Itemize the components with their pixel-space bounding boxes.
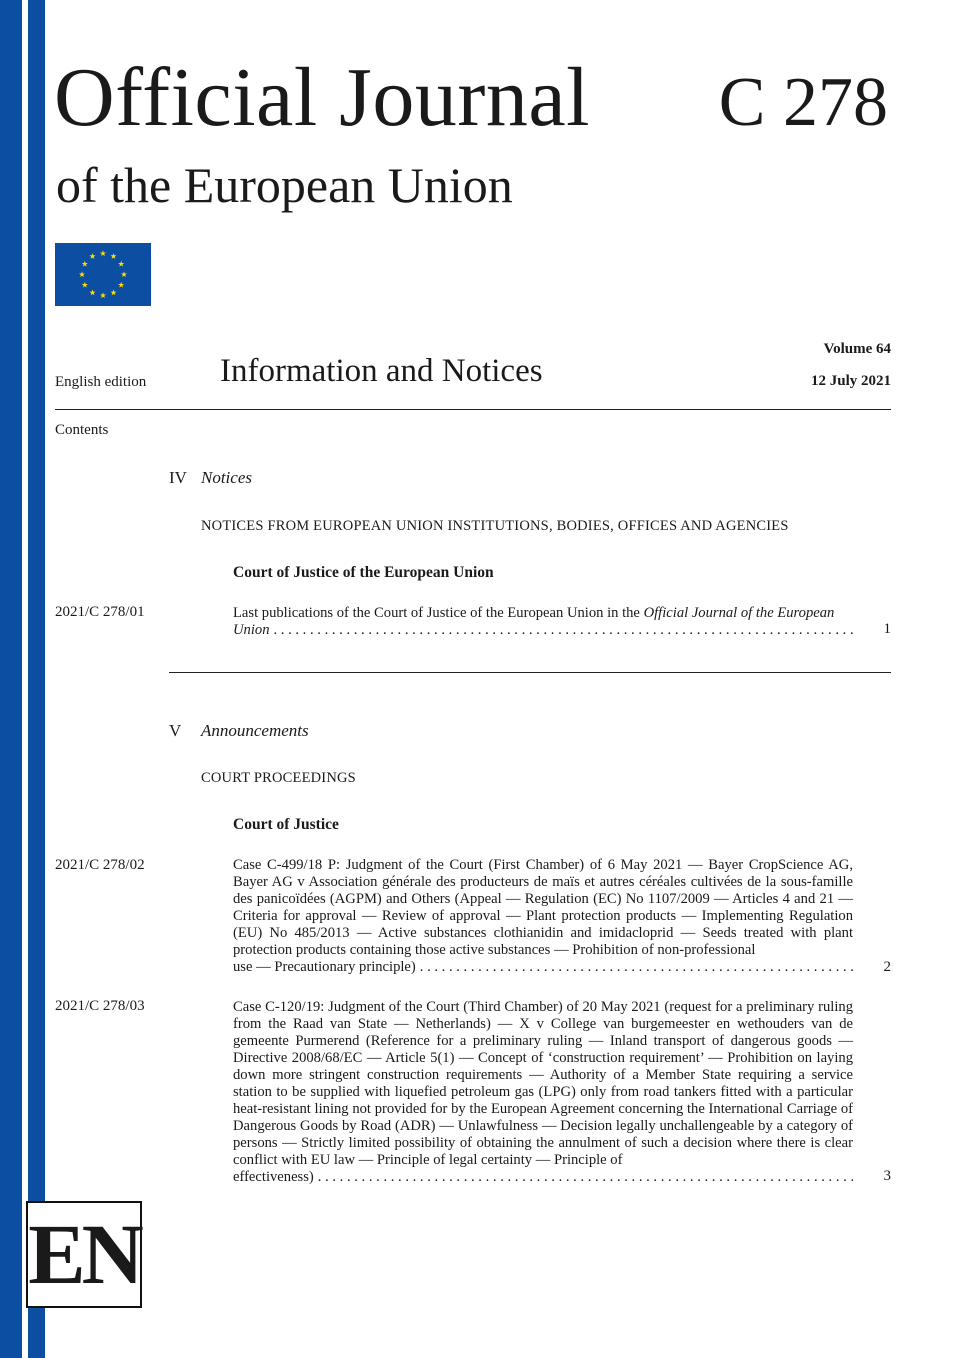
flag-star [79, 271, 85, 277]
entry-page[interactable]: 3 [883, 1168, 891, 1184]
entry-page[interactable]: 1 [883, 621, 891, 637]
left-blue-bar [0, 0, 22, 1358]
flag-star [118, 261, 124, 267]
flag-star [89, 289, 95, 295]
flag-star [100, 250, 106, 256]
entry-text: Case C-499/18 P: Judgment of the Court (First Chamber) of 6 May 2021 — Bayer CropScience AG, Bayer AG v Association générale des producteurs de maïs et autres céréales cultivées de la sous-famille des panicoïdées (AGPM) and Others (Appeal — Regulation (EC) No 1107/2009 — Articles 4 and 21 — Criteria for approval — Review of approval — Plant protection products — Implementing Regulation (EU) No 485/2013 — Active substances clothianidin and imidacloprid — Seeds treated with plant protection products containing those active substances — Prohibition of non-professional [233, 857, 853, 958]
leader-dots [318, 1169, 853, 1186]
eu-flag-icon [55, 243, 151, 306]
entry-ref: 2021/C 278/03 [55, 998, 145, 1014]
issue-number: C 278 [718, 64, 888, 141]
flag-star [82, 261, 88, 267]
flag-star [118, 282, 124, 288]
part-iv-heading [169, 468, 252, 488]
flag-star [121, 271, 127, 277]
part-v-org: Court of Justice [233, 816, 339, 833]
part-iv-org: Court of Justice of the European Union [233, 564, 494, 581]
entry-last-line: effectiveness) [233, 1169, 314, 1185]
part-iv-subheading: NOTICES FROM EUROPEAN UNION INSTITUTIONS, BODIES, OFFICES AND AGENCIES [201, 518, 789, 534]
section-divider [169, 672, 891, 673]
entry-ref: 2021/C 278/02 [55, 857, 145, 873]
contents-entry[interactable] [233, 605, 853, 639]
contents-entry[interactable] [233, 999, 853, 1186]
entry-ref: 2021/C 278/01 [55, 604, 145, 620]
entry-text: Case C-120/19: Judgment of the Court (Third Chamber) of 20 May 2021 (request for a preliminary ruling from the Raad van State — Netherlands) — X v College van burgemeester en wethouders van de gemeente Purmerend (Reference for a preliminary ruling — Inland transport of dangerous goods — Directive 2008/68/EC — Article 5(1) — Concept of ‘construction requirement’ — Prohibition on laying down more stringent construction requirements — Authority of a Member State requiring a service station to be supplied with liquefied petroleum gas (LPG) only from road tankers fitted with a particular heat-resistant lining not provided for by the European Agreement concerning the International Carriage of Dangerous Goods by Road (ADR) — Unlawfulness — Decision legally unchallengeable by a category of persons — Strictly limited possibility of obtaining the annulment of such a decision where there is clear conflict with EU law — Principle of legal certainty — Principle of [233, 999, 853, 1168]
entry-text: Last publications of the Court of Justice of the European Union in the Official Journal of the European [233, 605, 835, 621]
journal-subtitle: of the European Union [56, 157, 513, 213]
language-code: EN [28, 1206, 140, 1302]
flag-star [82, 282, 88, 288]
leader-dots [273, 622, 853, 639]
volume-label: Volume 64 [823, 341, 891, 357]
journal-title: Official Journal [54, 51, 590, 144]
leader-dots [420, 959, 853, 976]
part-v-subheading: COURT PROCEEDINGS [201, 770, 356, 786]
edition-label: English edition [55, 374, 147, 390]
flag-star [89, 253, 95, 259]
contents-entry[interactable] [233, 857, 853, 976]
section-title: Information and Notices [220, 353, 543, 389]
contents-label: Contents [55, 422, 109, 438]
flag-star [100, 292, 106, 298]
entry-last-line: Union [233, 622, 270, 638]
part-name: Notices [201, 468, 252, 487]
header-divider [55, 409, 891, 410]
entry-page[interactable]: 2 [883, 959, 891, 975]
flag-star [110, 253, 116, 259]
part-number: IV [169, 468, 187, 487]
left-blue-bar-inner [28, 0, 45, 1358]
language-badge [26, 1201, 142, 1308]
flag-star [110, 289, 116, 295]
entry-last-line: use — Precautionary principle) [233, 959, 416, 975]
publication-date: 12 July 2021 [810, 373, 891, 389]
part-name: Announcements [201, 721, 309, 740]
part-v-heading [169, 721, 309, 741]
part-number: V [169, 721, 182, 740]
